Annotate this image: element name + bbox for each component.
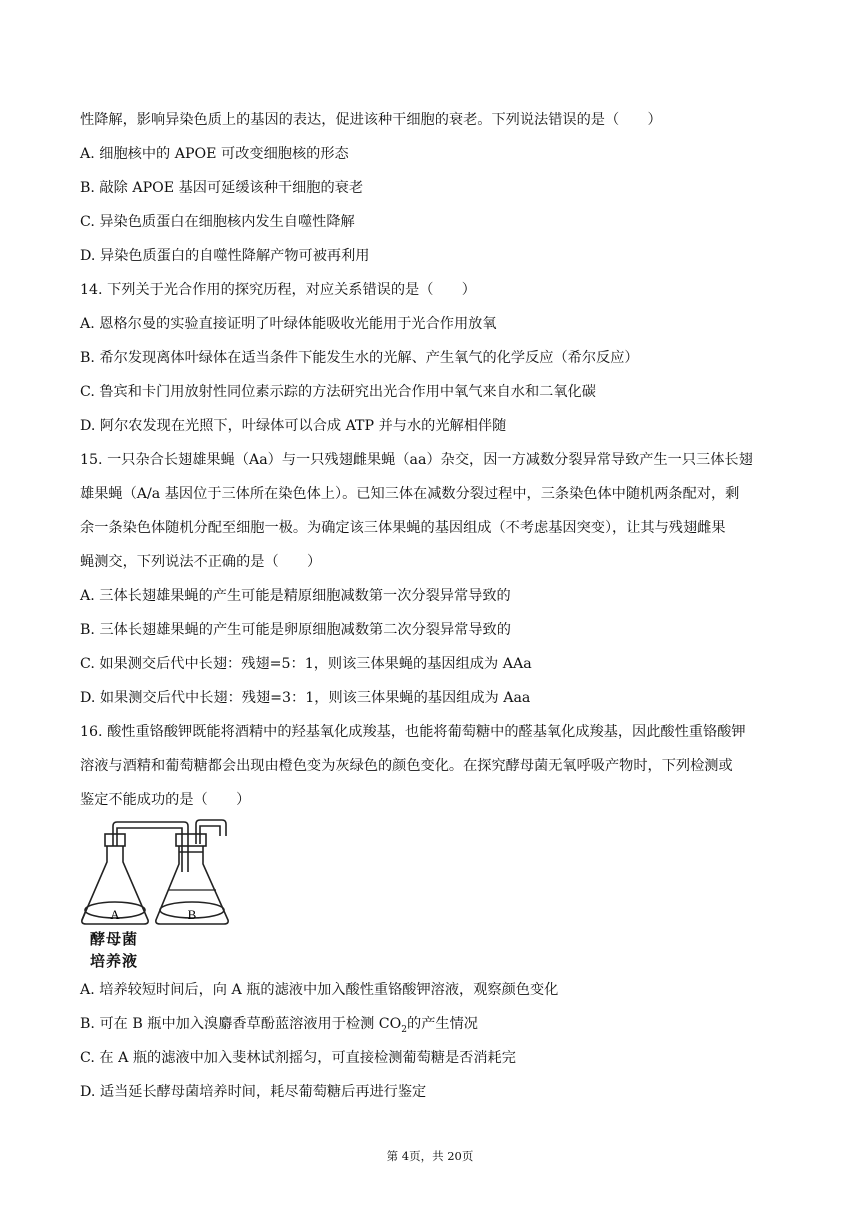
q14-stem: 14. 下列关于光合作用的探究历程，对应关系错误的是（ ） (80, 282, 476, 298)
q15-option-a: A. 三体长翅雄果蝇的产生可能是精原细胞减数第一次分裂异常导致的 (80, 588, 511, 604)
q16-option-a: A. 培养较短时间后，向 A 瓶的滤液中加入酸性重铬酸钾溶液，观察颜色变化 (80, 982, 559, 998)
q15-stem-line-3: 余一条染色体随机分配至细胞一极。为确定该三体果蝇的基因组成（不考虑基因突变），让其与残翅雌果 (80, 520, 726, 536)
q14-option-c: C. 鲁宾和卡门用放射性同位素示踪的方法研究出光合作用中氧气来自水和二氧化碳 (80, 384, 596, 400)
q16-option-b (80, 1014, 800, 1040)
co2-subscript: 2 (401, 1024, 407, 1035)
q14-option-d: D. 阿尔农发现在光照下，叶绿体可以合成 ATP 并与水的光解相伴随 (80, 418, 507, 434)
flask-a-label: A (110, 907, 120, 922)
q16-stem-line-1: 16. 酸性重铬酸钾既能将酒精中的羟基氧化成羧基，也能将葡萄糖中的醛基氧化成羧基，因此酸性重铬酸钾 (80, 724, 746, 740)
flask-b-label: B (187, 907, 197, 922)
q13-option-c: C. 异染色质蛋白在细胞核内发生自噬性降解 (80, 214, 355, 230)
figure-caption-line-1: 酵母菌 (90, 930, 139, 948)
q16-option-c: C. 在 A 瓶的滤液中加入斐林试剂摇匀，可直接检测葡萄糖是否消耗完 (80, 1050, 516, 1066)
page-footer: 第 4页，共 20页 (386, 1149, 474, 1163)
q13-option-d: D. 异染色质蛋白的自噬性降解产物可被再利用 (80, 248, 370, 264)
q13-stem-tail: 性降解，影响异染色质上的基因的表达，促进该种干细胞的衰老。下列说法错误的是（ ） (80, 112, 662, 128)
fermentation-apparatus-figure (76, 816, 236, 976)
q15-stem-line-2: 雄果蝇（A/a 基因位于三体所在染色体上）。已知三体在减数分裂过程中，三条染色体中随机两条配对，剩 (80, 486, 740, 502)
q13-option-b: B. 敲除 APOE 基因可延缓该种干细胞的衰老 (80, 180, 364, 196)
q16-stem-line-3: 鉴定不能成功的是（ ） (80, 792, 251, 808)
q16-option-d: D. 适当延长酵母菌培养时间，耗尽葡萄糖后再进行鉴定 (80, 1084, 427, 1100)
q16-stem-line-2: 溶液与酒精和葡萄糖都会出现由橙色变为灰绿色的颜色变化。在探究酵母菌无氧呼吸产物时，下列检测或 (80, 758, 733, 774)
q13-option-a: A. 细胞核中的 APOE 可改变细胞核的形态 (80, 146, 349, 162)
figure-caption-line-2: 培养液 (90, 952, 139, 970)
q16-option-b-text: B. 可在 B 瓶中加入溴麝香草酚蓝溶液用于检测 CO (80, 1016, 402, 1032)
flask-apparatus-drawing (76, 816, 236, 928)
q14-option-b: B. 希尔发现离体叶绿体在适当条件下能发生水的光解、产生氧气的化学反应（希尔反应） (80, 350, 639, 366)
q15-option-c: C. 如果测交后代中长翅：残翅=5：1，则该三体果蝇的基因组成为 AAa (80, 656, 532, 672)
q15-option-b: B. 三体长翅雄果蝇的产生可能是卵原细胞减数第二次分裂异常导致的 (80, 622, 511, 638)
q16-option-b-tail: 的产生情况 (407, 1016, 478, 1032)
q15-stem-line-4: 蝇测交，下列说法不正确的是（ ） (80, 554, 322, 570)
q14-option-a: A. 恩格尔曼的实验直接证明了叶绿体能吸收光能用于光合作用放氧 (80, 316, 497, 332)
q15-stem-line-1: 15. 一只杂合长翅雄果蝇（Aa）与一只残翅雌果蝇（aa）杂交，因一方减数分裂异常导致产生一只三体长翅 (80, 452, 753, 468)
q15-option-d: D. 如果测交后代中长翅：残翅=3：1，则该三体果蝇的基因组成为 Aaa (80, 690, 531, 706)
